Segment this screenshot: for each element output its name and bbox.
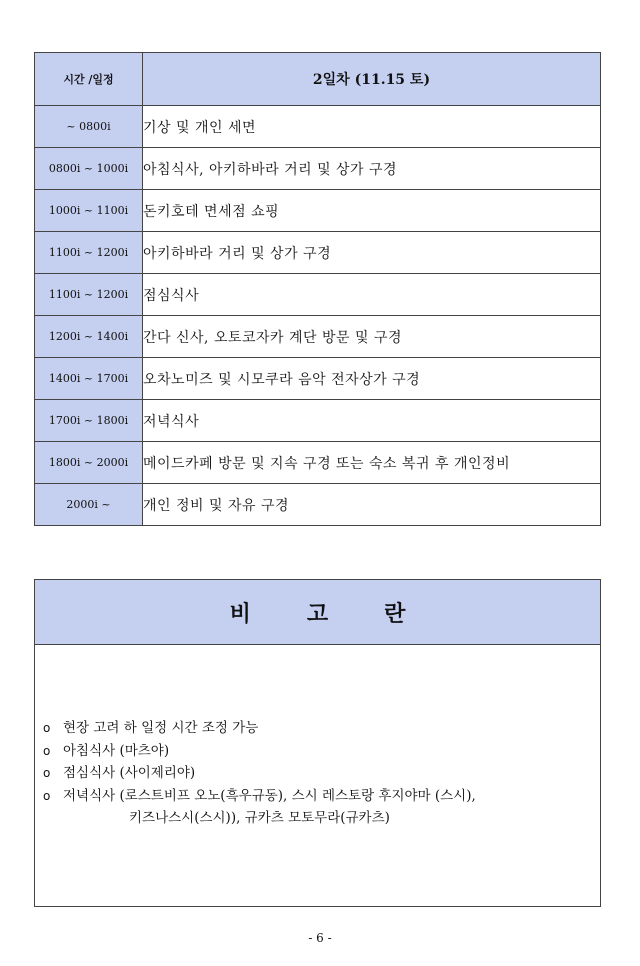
list-item — [43, 762, 588, 785]
table-row — [35, 274, 601, 316]
row-time: 1000i ~ 1100i — [35, 190, 143, 232]
row-activity: 개인 정비 및 자유 구경 — [143, 484, 601, 526]
remarks-title — [35, 580, 600, 645]
list-item — [43, 717, 588, 740]
note-continuation: 키즈나스시(스시)), 규카츠 모토무라(규카츠) — [129, 810, 390, 826]
row-time: ~ 0800i — [35, 106, 143, 148]
row-activity: 기상 및 개인 세면 — [143, 106, 601, 148]
list-item — [43, 740, 588, 763]
row-activity: 저녁식사 — [143, 400, 601, 442]
remarks-notes — [43, 717, 588, 830]
table-row — [35, 148, 601, 190]
note-text: 현장 고려 하 일정 시간 조정 가능 — [63, 720, 259, 736]
row-activity: 점심식사 — [143, 274, 601, 316]
row-time: 1700i ~ 1800i — [35, 400, 143, 442]
note-text: 점심식사 (사이제리야) — [63, 765, 196, 781]
time-column-header: 시간 /일정 — [35, 53, 143, 106]
table-row — [35, 232, 601, 274]
note-text: 저녁식사 (로스트비프 오노(흑우규동), 스시 레스토랑 후지야마 (스시), — [63, 787, 476, 804]
bullet-icon: o — [43, 721, 51, 735]
row-time: 1800i ~ 2000i — [35, 442, 143, 484]
table-row — [35, 358, 601, 400]
remarks-title-char: 고 — [306, 601, 329, 627]
table-row — [35, 106, 601, 148]
table-row — [35, 400, 601, 442]
page-number: - 6 - — [308, 931, 332, 945]
note-text: 아침식사 (마츠야) — [63, 742, 170, 759]
table-row — [35, 484, 601, 526]
day-column-header: 2일차 (11.15 토) — [143, 53, 601, 106]
row-time: 0800i ~ 1000i — [35, 148, 143, 190]
remarks-title-char: 비 — [229, 601, 251, 627]
row-activity: 돈키호테 면세점 쇼핑 — [143, 190, 601, 232]
row-time: 1400i ~ 1700i — [35, 358, 143, 400]
row-time: 1100i ~ 1200i — [35, 274, 143, 316]
row-time: 1200i ~ 1400i — [35, 316, 143, 358]
bullet-icon: o — [43, 743, 51, 758]
row-activity: 아침식사, 아키하바라 거리 및 상가 구경 — [143, 148, 601, 190]
table-row — [35, 190, 601, 232]
schedule-table — [34, 52, 601, 526]
list-item — [43, 785, 588, 808]
row-time: 1100i ~ 1200i — [35, 232, 143, 274]
row-activity: 오차노미즈 및 시모쿠라 음악 전자상가 구경 — [143, 358, 601, 400]
table-row — [35, 442, 601, 484]
bullet-icon: o — [43, 788, 51, 803]
table-row — [35, 316, 601, 358]
remarks-title-char: 란 — [384, 601, 406, 627]
schedule-header-row — [35, 53, 601, 106]
row-activity: 아키하바라 거리 및 상가 구경 — [143, 232, 601, 274]
row-time: 2000i ~ — [35, 484, 143, 526]
row-activity: 메이드카페 방문 및 지속 구경 또는 숙소 복귀 후 개인정비 — [143, 442, 601, 484]
bullet-icon: o — [43, 766, 51, 780]
row-activity: 간다 신사, 오토코자카 계단 방문 및 구경 — [143, 316, 601, 358]
remarks-box — [34, 579, 601, 907]
